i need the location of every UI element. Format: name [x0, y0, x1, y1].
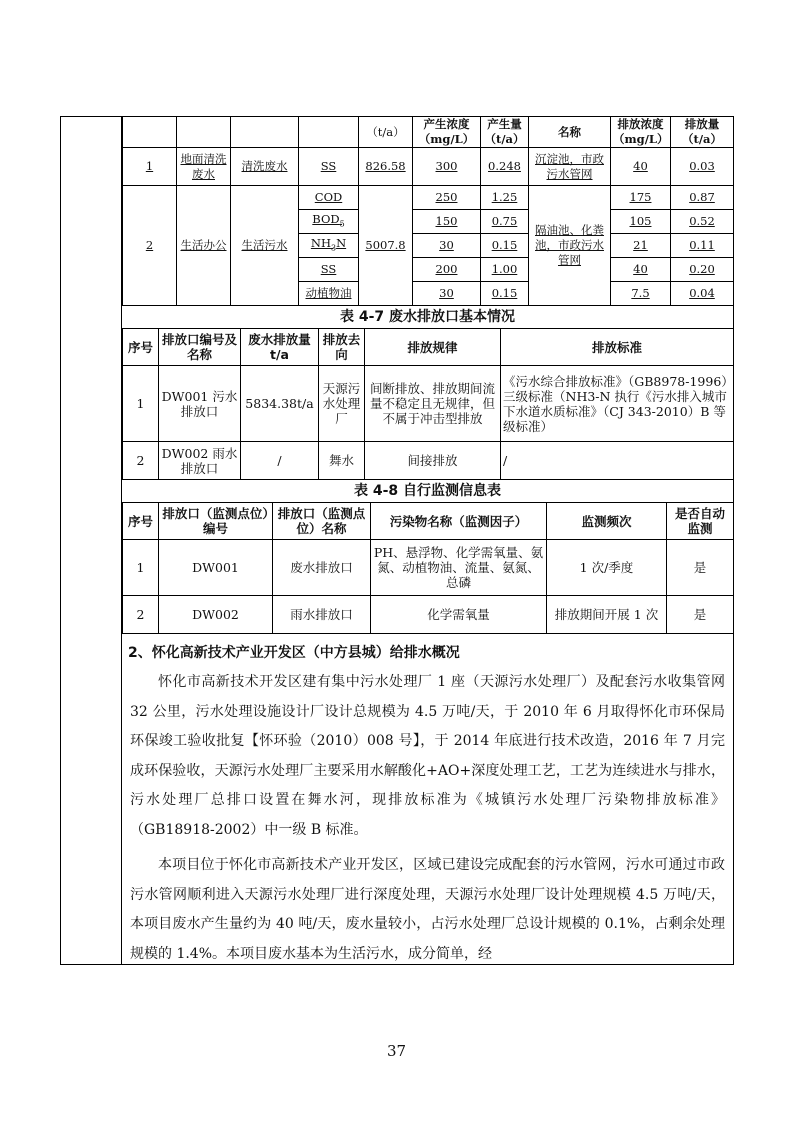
cell: 间接排放: [365, 442, 501, 480]
header-cell: 名称: [529, 117, 611, 148]
cell-pollutant-nh3n: $NH_3N$: [299, 234, 359, 258]
content-area: [122, 116, 733, 969]
cell-volume: 5007.8: [359, 186, 413, 306]
header-cell: 排放口（监测点位）名称: [273, 503, 371, 540]
cell-type: 生活污水: [231, 186, 299, 306]
cell-conc: 150: [413, 210, 481, 234]
cell: /: [241, 442, 319, 480]
cell: 是: [667, 596, 734, 634]
cell-out-conc: 7.5: [611, 282, 671, 306]
cell-facility: 隔油池、化粪池，市政污水管网: [529, 186, 611, 306]
page-number: 37: [386, 1042, 407, 1060]
table-caption: 表 4-8 自行监测信息表: [353, 483, 502, 499]
table-row: [123, 186, 734, 210]
header-cell: 产生浓度（mg/L）: [413, 117, 481, 148]
cell-out-amount: 0.03: [671, 148, 734, 186]
table-row: [123, 540, 734, 596]
cell-out-conc: 175: [611, 186, 671, 210]
cell: 1 次/季度: [547, 540, 667, 596]
cell-out-amount: 0.52: [671, 210, 734, 234]
cell-amount: 0.75: [481, 210, 529, 234]
cell-source: 生活办公: [177, 186, 231, 306]
cell-conc: 200: [413, 258, 481, 282]
table-header-row: [123, 503, 734, 540]
header-cell: 产生量（t/a）: [481, 117, 529, 148]
cell: DW002: [159, 596, 273, 634]
cell: 《污水综合排放标准》（GB8978-1996）三级标准（NH3-N 执行《污水排入城市下水道水质标准》（CJ 343-2010）B 等级标准）: [501, 366, 734, 442]
cell-out-amount: 0.87: [671, 186, 734, 210]
table-row: [123, 596, 734, 634]
cell: 间断排放、排放期间流量不稳定且无规律，但不属于冲击型排放: [365, 366, 501, 442]
header-cell: 序号: [123, 503, 159, 540]
cell-pollutant: SS: [299, 258, 359, 282]
table-header-row: [123, 117, 734, 148]
header-cell: 污染物名称（监测因子）: [371, 503, 547, 540]
cell-amount: 0.248: [481, 148, 529, 186]
cell: 废水排放口: [273, 540, 371, 596]
cell-pollutant: SS: [299, 148, 359, 186]
discharge-outlet-table: [122, 328, 734, 480]
cell: 2: [123, 596, 159, 634]
table-caption: 表 4-7 废水排放口基本情况: [339, 309, 516, 325]
wastewater-pollutant-table: [122, 116, 734, 306]
cell-pollutant: 动植物油: [299, 282, 359, 306]
section-title: 2、怀化高新技术产业开发区（中方县城）给排水概况: [128, 645, 460, 661]
cell: 1: [123, 366, 159, 442]
cell-out-amount: 0.11: [671, 234, 734, 258]
cell-out-conc: 40: [611, 258, 671, 282]
table-row: [123, 442, 734, 480]
cell: DW002 雨水排放口: [159, 442, 241, 480]
table-header-row: [123, 329, 734, 366]
cell-amount: 0.15: [481, 282, 529, 306]
cell: 5834.38t/a: [241, 366, 319, 442]
header-cell: 排放标准: [501, 329, 734, 366]
header-cell: [177, 117, 231, 148]
self-monitoring-table: [122, 502, 734, 634]
header-cell: 排放浓度（mg/L）: [611, 117, 671, 148]
header-cell: [299, 117, 359, 148]
header-cell: [123, 117, 177, 148]
cell: PH、悬浮物、化学需氧量、氨氮、动植物油、流量、氨氮、总磷: [371, 540, 547, 596]
cell-facility: 沉淀池，市政污水管网: [529, 148, 611, 186]
header-cell: 序号: [123, 329, 159, 366]
header-cell: 是否自动监测: [667, 503, 734, 540]
table-row: [123, 366, 734, 442]
cell: /: [501, 442, 734, 480]
cell-source: 地面清洗废水: [177, 148, 231, 186]
header-cell: 排放口（监测点位）编号: [159, 503, 273, 540]
header-cell: 排放口编号及名称: [159, 329, 241, 366]
cell-type: 清洗废水: [231, 148, 299, 186]
cell: 舞水: [319, 442, 365, 480]
paragraph: 怀化市高新技术开发区建有集中污水处理厂 1 座（天源污水处理厂）及配套污水收集管网 32 公里，污水处理设施设计厂设计总规模为 4.5 万吨/天，于 2010 年 6 月取得怀化市环保局环保竣工验收批复【怀环验（2010）008 号】，于 2014 年底进行技术改造，2016 年 7 月完成环保验收，天源污水处理厂主要采用水解酸化+AO+深度处理工艺，工艺为连续进水与排水，污水处理厂总排口设置在舞水河，现排放标准为《城镇污水处理厂污染物排放标准》（GB18918-2002）中一级 B 标准。: [130, 674, 725, 838]
cell-out-amount: 0.04: [671, 282, 734, 306]
table-row: [123, 148, 734, 186]
header-cell: [231, 117, 299, 148]
cell-amount: 0.15: [481, 234, 529, 258]
cell: 排放期间开展 1 次: [547, 596, 667, 634]
cell-conc: 30: [413, 234, 481, 258]
cell: 2: [123, 442, 159, 480]
header-cell: 监测频次: [547, 503, 667, 540]
cell-amount: 1.25: [481, 186, 529, 210]
header-cell: 废水排放量 t/a: [241, 329, 319, 366]
cell: 化学需氧量: [371, 596, 547, 634]
cell-out-amount: 0.20: [671, 258, 734, 282]
header-cell: 排放去向: [319, 329, 365, 366]
cell-conc: 250: [413, 186, 481, 210]
cell-no: 2: [123, 186, 177, 306]
cell-conc: 300: [413, 148, 481, 186]
cell-amount: 1.00: [481, 258, 529, 282]
header-cell: （t/a）: [359, 117, 413, 148]
cell-pollutant: COD: [299, 186, 359, 210]
cell: DW001: [159, 540, 273, 596]
paragraph: 本项目位于怀化市高新技术产业开发区，区域已建设完成配套的污水管网，污水可通过市政污水管网顺利进入天源污水处理厂进行深度处理，天源污水处理厂设计处理规模 4.5 万吨/天，本项目废水产生量约为 40 吨/天，废水量较小，占污水处理厂总设计规模的 0.1%，占剩余处理规模的 1.4%。本项目废水基本为生活污水，成分简单，经: [130, 857, 725, 962]
header-cell: 排放规律: [365, 329, 501, 366]
header-cell: 排放量（t/a）: [671, 117, 734, 148]
cell: 是: [667, 540, 734, 596]
cell: 天源污水处理厂: [319, 366, 365, 442]
cell: DW001 污水排放口: [159, 366, 241, 442]
cell: 1: [123, 540, 159, 596]
cell: 雨水排放口: [273, 596, 371, 634]
cell-no: 1: [123, 148, 177, 186]
cell-out-conc: 40: [611, 148, 671, 186]
cell-out-conc: 21: [611, 234, 671, 258]
cell-pollutant-bod5: $BOD_5$: [299, 210, 359, 234]
cell-out-conc: 105: [611, 210, 671, 234]
cell-conc: 30: [413, 282, 481, 306]
cell-volume: 826.58: [359, 148, 413, 186]
